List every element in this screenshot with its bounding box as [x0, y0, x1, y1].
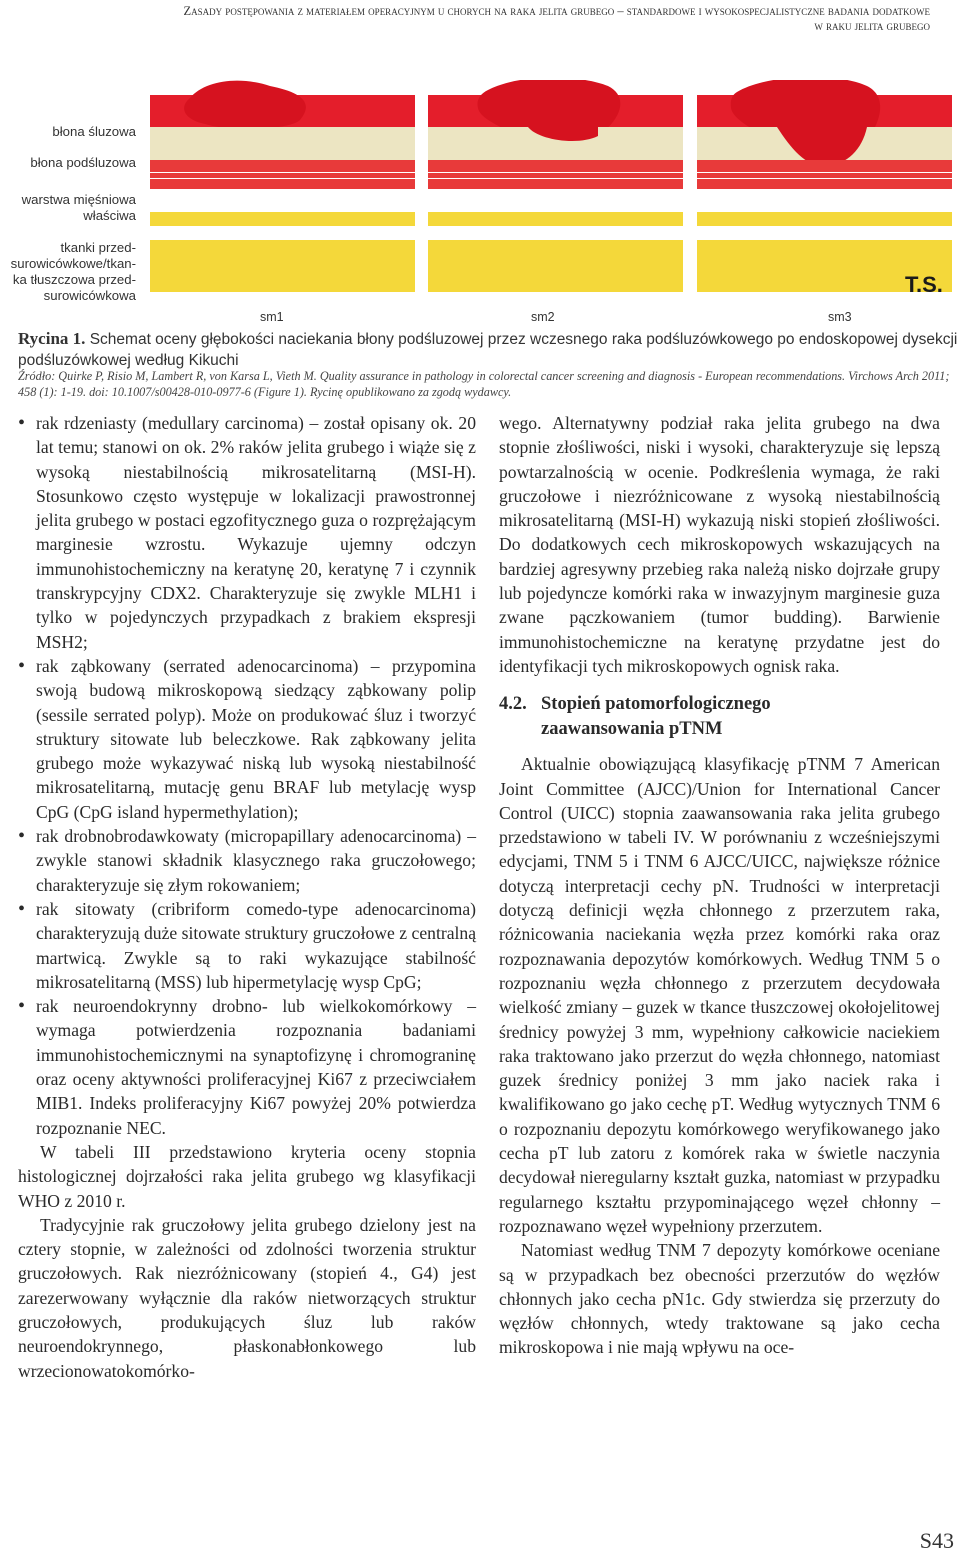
bullet-cribriform: • rak sitowaty (cribriform comedo-type adenocarcinoma) charakteryzują duże sitowate struktury gruczołowe z centralną martwicą. Zwykle są to raki wykazujące stabilność mikrosatelitarną (MSS) lub hipermetylację wysp CpG; — [18, 897, 476, 994]
caption-text: Schemat oceny głębokości naciekania błony podśluzowej przez wczesnego raka podśluzówkowego po endoskopowej dysekcji podśluzówkowej według Kikuchi — [18, 331, 958, 369]
page-number: S43 — [919, 1528, 954, 1553]
bullet-serrated: • rak ząbkowany (serrated adenocarcinoma) – przypomina swoją budową mikroskopową siedzący ząbkowany polip (sessile serrated polyp). Może on produkować śluz i tworzyć struktury sitowate lub beleczkowe. Rak ząbkowany jelita grubego może wykazywać niską lub wysoką niestabilność mikrosatelitarną, mutację genu BRAF lub metylację wysp CpG (CpG island hypermethylation); — [18, 654, 476, 824]
paragraph-tnm7: Natomiast według TNM 7 depozyty komórkowe oceniane są w przypadkach bez obecności przerzutów do węzłów chłonnych jako cecha pN1c. Gdy stwierdza się przerzuty do węzłów chłonnych, wtedy traktowane są jako cecha mikroskopowa i nie mają wpływu na oce- — [499, 1240, 940, 1358]
header-line-1: Zasady postępowania z materiałem operacyjnym u chorych na raka jelita grubego – standardowe i wysokospecjalistyczne badania dodatkowe — [183, 4, 930, 18]
section-title-line-1: Stopień patomorfologicznego — [541, 694, 771, 715]
right-column — [499, 411, 940, 1360]
figure-1 — [0, 80, 960, 325]
section-title-line-2: zaawansowania pTNM — [541, 719, 723, 740]
bullet-micropapillary: • rak drobnobrodawkowaty (micropapillary adenocarcinoma) – zwykle stanowi składnik klasycznego raka gruczołowego; charakteryzuje się złym rokowaniem; — [18, 824, 476, 897]
panel-sm2 — [428, 80, 683, 310]
paragraph-grading: Tradycyjnie rak gruczołowy jelita grubego dzielony jest na cztery stopnie, w zależności od zdolności tworzenia struktur gruczołowych. Rak niezróżnicowany (stopień 4., G4) jest zarezerwowany wyłącznie dla raków nietworzących struktur gruczołowych, produkujących śluz lub raków neuroendokrynnego, płaskonabłonkowego lub wrzecionowatokomórko- — [18, 1214, 476, 1381]
label-subserosa: tkanki przed-surowicówkowe/tkan-ka tłuszczowa przed-surowicówkowa — [10, 240, 136, 303]
bullet-medullary: • rak rdzeniasty (medullary carcinoma) – został opisany ok. 20 lat temu; stanowi on ok. 2% raków jelita grubego i wiąże się z wysoką niestabilnością mikrosatelitarną (MSI-H). Stosunkowo często występuje w lokalizacji prawostronnej jelita grubego w postaci egzofitycznego guza o rozprężającym marginesie wzrostu. Wykazuje ujemny odczyn immunohistochemiczny na keratynę 20, keratynę 7 i czynnik transkrypcyjny CDX2. Charakteryzuje się zwykle MLH1 i tylko w pojedynczych przypadkach z brakiem ekspresji MSH2; — [18, 411, 476, 654]
panel-label-sm2: sm2 — [531, 310, 555, 324]
section-number: 4.2. — [499, 694, 527, 715]
label-muscularis: warstwa mięśniowa właściwa — [21, 192, 136, 223]
header-line-2: w raku jelita grubego — [814, 19, 930, 33]
running-header — [30, 4, 930, 34]
figure-caption — [18, 328, 958, 371]
left-column — [18, 411, 476, 1383]
paragraph-continuation: wego. Alternatywny podział raka jelita grubego na dwa stopnie złośliwości, niski i wysoki, charakteryzuje się lepszą powtarzalnością w ocenie. Podkreślenia wymaga, że raki gruczołowe i niezróżnicowane z wysoką niestabilnością mikrosatelitarną (MSI-H) wykazują niski stopień złośliwości. Do dodatkowych cech mikroskopowych wskazujących na bardziej agresywny przebieg raka należą nisko dojrzałe grupy lub pojedyncze komórki raka w inwazyjnym marginesie guza zwane pączkowaniem (tumor budding). Barwienie immunohistochemiczne na keratynę przydatne jest do identyfikacji tych mikroskopowych ognisk raka. — [499, 413, 940, 676]
panel-sm3 — [697, 80, 952, 310]
caption-label: Rycina 1. — [18, 329, 86, 348]
panel-label-sm3: sm3 — [828, 310, 852, 324]
panel-label-sm1: sm1 — [260, 310, 284, 324]
label-submucosa: błona podśluzowa — [30, 155, 136, 170]
paragraph-table-iii: W tabeli III przedstawiono kryteria oceny stopnia histologicznej dojrzałości raka jelita grubego wg klasyfikacji WHO z 2010 r. — [18, 1141, 476, 1211]
label-mucosa: błona śluzowa — [52, 124, 136, 139]
panel-sm1 — [150, 80, 415, 310]
figure-source: Źródło: Quirke P, Risio M, Lambert R, von Karsa L, Vieth M. Quality assurance in pathology in colorectal cancer screening and diagnosis - European recommendations. Virchows Arch 2011; 458 (1): 1-19. doi: 10.1007/s00428-010-0977-6 (Figure 1). Rycinę opublikowano za zgodą wydawcy. — [18, 369, 950, 399]
paragraph-ptnm: Aktualnie obowiązującą klasyfikację pTNM 7 American Joint Committee (AJCC)/Union for International Cancer Control (UICC) stopnia zaawansowania raka jelita grubego przedstawiono w tabeli IV. W porównaniu z wcześniejszymi edycjami, TNM 5 i TNM 6 AJCC/UICC, największe różnice dotyczą interpretacji cechy pN. Trudności w interpretacji dotyczą definicji węzła chłonnego z przerzutem raka, różnicowania naciekania węzła przez komórki raka oraz rozpoznawania depozytów komórkowych. Według TNM 5 o rozpoznaniu węzła chłonnego z przerzutem decydowała wielkość zmiany – guzek w tkance tłuszczowej okołojelitowej średnicy powyżej 3 mm, wypełniony całkowicie naciekiem raka traktowano jako przerzut do węzła chłonnego, natomiast guzek średnicy poniżej 3 mm jako naciek raka i kwalifikowano go jako cechę pT. Według wytycznych TNM 6 o rozpoznaniu depozytu komórkowego weryfikowanego jako cecha pT lub zatoru z komórek raka w świetle naczynia decydował nieregularny kształt guzka, natomiast w przypadku regularnego kształtu przypominającego węzeł chłonny – rozpoznawano węzeł wypełniony przerzutem. — [499, 754, 940, 1236]
section-heading-4-2 — [499, 692, 940, 742]
signature-mark: T.S. — [905, 272, 943, 297]
bullet-neuroendocrine: • rak neuroendokrynny drobno- lub wielkokomórkowy – wymaga potwierdzenia rozpoznania badaniami immunohistochemicznymi na synaptofizynę i chromograninę oraz oceny aktywności proliferacyjnej Ki67 z przeciwciałem MIB1. Indeks proliferacyjny Ki67 powyżej 20% potwierdza rozpoznanie NEC. — [18, 994, 476, 1140]
